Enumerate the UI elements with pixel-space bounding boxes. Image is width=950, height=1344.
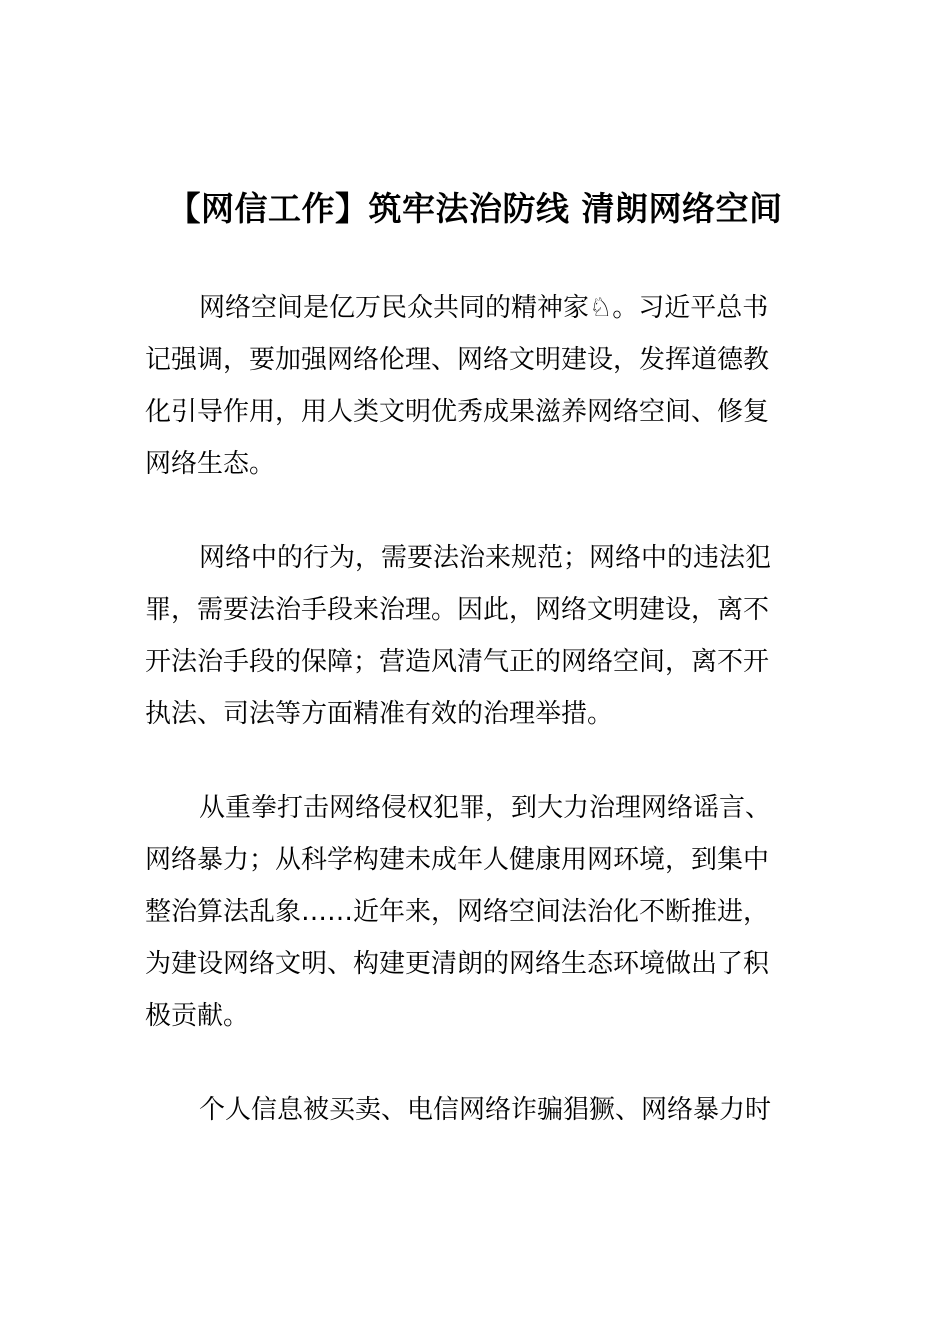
paragraph-line: 个人信息被买卖、电信网络诈骗猖獗、网络暴力时	[199, 1095, 772, 1125]
paragraph-line: 开法治手段的保障；营造风清气正的网络空间，离不开	[145, 647, 770, 677]
paragraph-line: 记强调，要加强网络伦理、网络文明建设，发挥道德教	[145, 345, 770, 375]
paragraph-line: 罪，需要法治手段来治理。因此，网络文明建设，离不	[145, 595, 770, 625]
paragraph-line: 网络空间是亿万民众共同的精神家♘。习近平总书	[199, 293, 769, 323]
paragraph-line: 化引导作用，用人类文明优秀成果滋养网络空间、修复	[145, 397, 770, 427]
paragraph-2	[145, 532, 810, 740]
paragraph-line: 为建设网络文明、构建更清朗的网络生态环境做出了积	[145, 949, 770, 979]
paragraph-line: 从重拳打击网络侵权犯罪，到大力治理网络谣言、	[199, 793, 772, 823]
paragraph-4	[145, 1084, 810, 1136]
document-title: 【网信工作】筑牢法治防线 清朗网络空间	[167, 189, 783, 229]
paragraph-line: 网络生态。	[145, 449, 276, 479]
paragraph-1	[145, 282, 810, 490]
paragraph-3	[145, 782, 810, 1042]
paragraph-line: 网络中的行为，需要法治来规范；网络中的违法犯	[199, 543, 772, 573]
paragraph-line: 执法、司法等方面精准有效的治理举措。	[145, 699, 614, 729]
paragraph-line: 网络暴力；从科学构建未成年人健康用网环境，到集中	[145, 845, 770, 875]
paragraph-line: 极贡献。	[145, 1001, 250, 1031]
paragraph-line: 整治算法乱象……近年来，网络空间法治化不断推进，	[145, 897, 770, 927]
